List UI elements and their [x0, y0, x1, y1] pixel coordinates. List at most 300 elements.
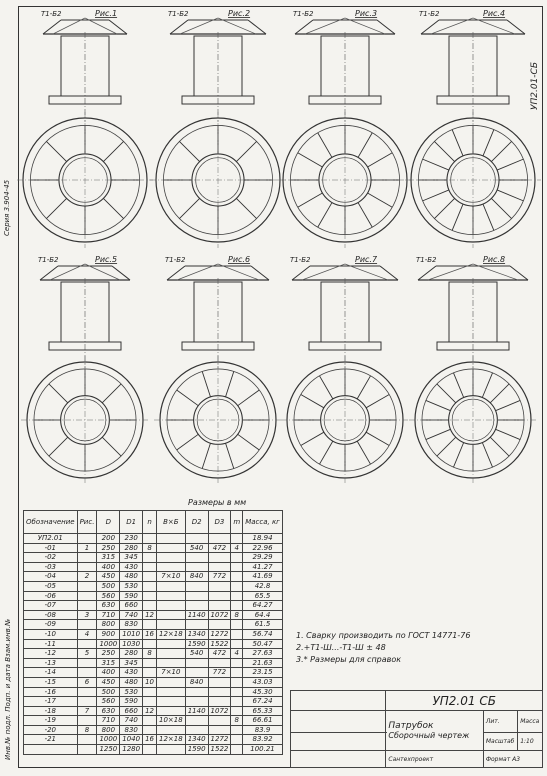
table-cell: 710: [97, 610, 120, 620]
table-cell: [77, 591, 97, 601]
plan-rib: [179, 141, 199, 161]
table-cell: -19: [24, 716, 78, 726]
plan-rib: [452, 204, 463, 230]
plan-rib: [103, 141, 123, 161]
table-cell: 100.21: [243, 745, 283, 755]
table-cell: [185, 581, 208, 591]
plan-rib: [179, 198, 199, 218]
table-header-cell: Масса, кг: [243, 511, 283, 534]
table-cell: [208, 601, 231, 611]
table-cell: 2: [77, 572, 97, 582]
plan-rib: [357, 441, 370, 464]
table-cell: [231, 629, 243, 639]
figure-label: Рис.6: [228, 255, 251, 264]
table-cell: -05: [24, 581, 78, 591]
table-cell: [157, 649, 186, 659]
table-cell: [185, 658, 208, 668]
table-cell: 1000: [97, 639, 120, 649]
table-cell: 4: [77, 629, 97, 639]
plan-rib: [358, 133, 372, 158]
plan-rib: [368, 193, 393, 207]
table-row: [24, 735, 283, 745]
table-cell: 1030: [120, 639, 143, 649]
plan-rib: [366, 432, 389, 445]
table-row: [24, 543, 283, 553]
table-cell: УП2.01: [24, 534, 78, 544]
table-cell: -12: [24, 649, 78, 659]
table-cell: [231, 601, 243, 611]
table-cell: 450: [97, 677, 120, 687]
figure-code: Т1-Б2: [165, 256, 186, 264]
table-cell: [231, 620, 243, 630]
table-cell: 41.69: [243, 572, 283, 582]
table-cell: 660: [120, 601, 143, 611]
table-cell: 590: [120, 591, 143, 601]
table-cell: [157, 677, 186, 687]
plan-rib: [490, 437, 509, 456]
figure-label: Рис.5: [95, 255, 118, 264]
table-cell: [143, 725, 157, 735]
table-cell: 345: [120, 553, 143, 563]
table-cell: [231, 553, 243, 563]
table-cell: 500: [97, 581, 120, 591]
table-cell: [185, 687, 208, 697]
table-cell: [143, 591, 157, 601]
table-cell: 740: [120, 716, 143, 726]
table-cell: [231, 591, 243, 601]
table-cell: 4: [231, 649, 243, 659]
table-cell: [157, 745, 186, 755]
table-cell: 590: [120, 697, 143, 707]
table-cell: [157, 706, 186, 716]
plan-rib: [318, 203, 332, 228]
plan-rib: [452, 130, 463, 156]
plan-rib: [236, 141, 256, 161]
table-cell: [231, 735, 243, 745]
table-cell: 830: [120, 725, 143, 735]
table-cell: 480: [120, 572, 143, 582]
table-cell: -15: [24, 677, 78, 687]
table-cell: [185, 591, 208, 601]
table-cell: [185, 562, 208, 572]
table-cell: [208, 697, 231, 707]
plan-rib: [434, 141, 454, 161]
title-block-code: УП2.01 СБ: [386, 691, 543, 711]
table-row: [24, 725, 283, 735]
plan-rib: [423, 159, 449, 170]
figure-code: Т1-Б2: [293, 10, 314, 18]
plan-rib: [202, 371, 210, 396]
table-cell: [157, 658, 186, 668]
plan-rib: [318, 133, 332, 158]
table-cell: 530: [120, 581, 143, 591]
figure-label: Рис.2: [228, 9, 251, 18]
table-cell: 660: [120, 706, 143, 716]
note-1: 1. Сварку производить по ГОСТ 14771-76: [296, 631, 471, 640]
plan-rib: [496, 429, 521, 439]
table-cell: 1140: [185, 706, 208, 716]
table-cell: 1140: [185, 610, 208, 620]
note-2: 2.+Т1-Ш...-Т1-Ш ± 48: [296, 643, 386, 652]
title-block-scale: 1:10: [518, 733, 543, 751]
table-cell: [208, 677, 231, 687]
table-cell: 1280: [120, 745, 143, 755]
plan-rib: [483, 130, 494, 156]
plan-rib: [177, 434, 199, 450]
plan-rib: [103, 198, 123, 218]
table-header-cell: D3: [208, 511, 231, 534]
series-label: Серия 3.904-45: [3, 179, 11, 236]
table-cell: [185, 601, 208, 611]
figure-code: Т1-Б2: [419, 10, 440, 18]
table-cell: [208, 591, 231, 601]
plan-rib: [482, 443, 492, 468]
plan-rib: [202, 443, 210, 468]
table-cell: 250: [97, 543, 120, 553]
table-cell: [185, 725, 208, 735]
table-cell: 1072: [208, 706, 231, 716]
plan-rib: [177, 390, 199, 406]
table-cell: 8: [231, 716, 243, 726]
plan-rib: [453, 443, 463, 468]
table-cell: -13: [24, 658, 78, 668]
plan-rib: [238, 390, 260, 406]
plan-rib: [483, 204, 494, 230]
table-cell: [143, 601, 157, 611]
table-cell: [208, 534, 231, 544]
table-cell: [185, 668, 208, 678]
table-cell: 16: [143, 735, 157, 745]
plan-rib: [319, 441, 332, 464]
figure-label: Рис.1: [95, 9, 118, 18]
left-strip: Инв.№ подл. Подп. и дата Взам.инв.№: [4, 618, 12, 760]
figure-code: Т1-Б2: [41, 10, 62, 18]
table-cell: [157, 591, 186, 601]
table-cell: -21: [24, 735, 78, 745]
table-cell: [143, 553, 157, 563]
table-cell: 200: [97, 534, 120, 544]
table-header-cell: D1: [120, 511, 143, 534]
table-row: [24, 668, 283, 678]
plan-rib: [46, 198, 66, 218]
table-cell: 772: [208, 572, 231, 582]
table-row: [24, 649, 283, 659]
table-cell: 1522: [208, 745, 231, 755]
table-cell: [185, 553, 208, 563]
table-cell: 18.94: [243, 534, 283, 544]
table-cell: 840: [185, 677, 208, 687]
plan-rib: [366, 394, 389, 407]
table-cell: [143, 668, 157, 678]
plan-rib: [358, 203, 372, 228]
table-header-cell: B×Б: [157, 511, 186, 534]
table-cell: 315: [97, 553, 120, 563]
table-row: [24, 620, 283, 630]
table-cell: [231, 668, 243, 678]
plan-rib: [102, 384, 121, 403]
table-cell: [231, 534, 243, 544]
table-cell: 1340: [185, 629, 208, 639]
plan-rib: [357, 376, 370, 399]
table-cell: -04: [24, 572, 78, 582]
table-cell: [77, 716, 97, 726]
table-cell: [231, 562, 243, 572]
table-cell: [143, 716, 157, 726]
table-row: [24, 687, 283, 697]
table-cell: [157, 725, 186, 735]
plan-rib: [49, 384, 68, 403]
table-cell: -20: [24, 725, 78, 735]
table-cell: 540: [185, 649, 208, 659]
plan-rib: [301, 432, 324, 445]
table-cell: 1010: [120, 629, 143, 639]
table-cell: -16: [24, 687, 78, 697]
table-cell: 560: [97, 591, 120, 601]
plan-rib: [426, 400, 451, 410]
table-cell: 8: [143, 543, 157, 553]
table-header-cell: m: [231, 511, 243, 534]
table-cell: [157, 543, 186, 553]
table-cell: 530: [120, 687, 143, 697]
table-body: [24, 534, 283, 755]
plan-rib: [46, 141, 66, 161]
table-cell: [208, 553, 231, 563]
plan-rib: [437, 384, 456, 403]
table-row: [24, 553, 283, 563]
table-cell: [143, 687, 157, 697]
title-block-scale-label: Масштаб: [483, 733, 517, 751]
table-row: [24, 610, 283, 620]
table-cell: 400: [97, 668, 120, 678]
table-cell: 800: [97, 725, 120, 735]
table-cell: [77, 562, 97, 572]
table-title: Размеры в мм: [188, 498, 247, 507]
table-header-row: [24, 511, 283, 534]
plan-rib: [482, 373, 492, 398]
title-block-doc-type: Сборочный чертеж: [388, 731, 470, 740]
table-cell: 56.74: [243, 629, 283, 639]
table-cell: -09: [24, 620, 78, 630]
table-cell: [208, 716, 231, 726]
table-cell: -03: [24, 562, 78, 572]
table-row: [24, 697, 283, 707]
table-cell: [157, 534, 186, 544]
plan-rib: [238, 434, 260, 450]
title-block: [290, 690, 543, 768]
table-header-cell: Обозначение: [24, 511, 78, 534]
table-row: [24, 562, 283, 572]
table-cell: [77, 658, 97, 668]
table-cell: 6: [77, 677, 97, 687]
table-cell: [143, 639, 157, 649]
plan-rib: [236, 198, 256, 218]
title-block-name: Патрубок: [388, 721, 434, 731]
table-cell: 22.96: [243, 543, 283, 553]
plan-rib: [497, 159, 523, 170]
table-cell: 4: [231, 543, 243, 553]
table-cell: -06: [24, 591, 78, 601]
table-cell: [77, 735, 97, 745]
table-cell: 12×18: [157, 629, 186, 639]
table-cell: 280: [120, 649, 143, 659]
table-cell: [157, 581, 186, 591]
table-cell: [231, 677, 243, 687]
table-cell: [143, 658, 157, 668]
table-cell: [185, 716, 208, 726]
table-cell: -14: [24, 668, 78, 678]
table-row: [24, 581, 283, 591]
table-cell: 7×10: [157, 572, 186, 582]
table-cell: [77, 553, 97, 563]
plan-rib: [298, 193, 323, 207]
plan-rib: [226, 443, 234, 468]
table-cell: 472: [208, 649, 231, 659]
table-cell: [231, 697, 243, 707]
table-cell: [208, 725, 231, 735]
sheet-code-side: УП2.01-СБ: [530, 62, 540, 110]
plan-rib: [423, 190, 449, 201]
title-block-mass: Масса: [518, 711, 543, 733]
table-cell: [143, 562, 157, 572]
table-cell: 23.15: [243, 668, 283, 678]
table-cell: 430: [120, 668, 143, 678]
table-cell: 430: [120, 562, 143, 572]
table-cell: 345: [120, 658, 143, 668]
figure-code: Т1-Б2: [168, 10, 189, 18]
table-cell: [157, 601, 186, 611]
table-cell: 50.47: [243, 639, 283, 649]
table-cell: [77, 697, 97, 707]
table-cell: 3: [77, 610, 97, 620]
table-cell: [77, 620, 97, 630]
table-cell: [157, 697, 186, 707]
table-cell: [185, 534, 208, 544]
table-cell: [157, 562, 186, 572]
table-cell: [185, 697, 208, 707]
table-cell: 8: [77, 725, 97, 735]
table-cell: 250: [97, 649, 120, 659]
table-header-cell: D: [97, 511, 120, 534]
table-cell: -17: [24, 697, 78, 707]
table-cell: 1590: [185, 745, 208, 755]
table-cell: 45.30: [243, 687, 283, 697]
table-cell: 630: [97, 601, 120, 611]
table-cell: 64.4: [243, 610, 283, 620]
table-cell: [231, 725, 243, 735]
plan-rib: [102, 437, 121, 456]
figure-code: Т1-Б2: [416, 256, 437, 264]
table-cell: [208, 581, 231, 591]
table-cell: 61.5: [243, 620, 283, 630]
table-cell: [143, 745, 157, 755]
table-header-cell: n: [143, 511, 157, 534]
plan-rib: [437, 437, 456, 456]
table-cell: 400: [97, 562, 120, 572]
plan-rib: [301, 394, 324, 407]
plan-rib: [49, 437, 68, 456]
table-cell: 29.29: [243, 553, 283, 563]
table-cell: [157, 639, 186, 649]
figure-label: Рис.7: [355, 255, 378, 264]
table-cell: 67.24: [243, 697, 283, 707]
figure-label: Рис.8: [483, 255, 506, 264]
dimensions-table: [23, 510, 283, 755]
table-cell: [157, 620, 186, 630]
frame-strut: [43, 20, 61, 34]
table-cell: 1272: [208, 629, 231, 639]
figure-code: Т1-Б2: [290, 256, 311, 264]
table-cell: 65.5: [243, 591, 283, 601]
table-cell: 800: [97, 620, 120, 630]
table-cell: 230: [120, 534, 143, 544]
table-cell: [77, 534, 97, 544]
table-cell: [77, 581, 97, 591]
notes: [296, 630, 470, 666]
table-cell: [231, 658, 243, 668]
title-block-org: Сантехпроект: [386, 751, 483, 768]
table-cell: [231, 687, 243, 697]
table-cell: 8: [231, 610, 243, 620]
table-cell: [143, 581, 157, 591]
table-cell: [157, 553, 186, 563]
table-row: [24, 601, 283, 611]
table-cell: 65.33: [243, 706, 283, 716]
table-cell: [143, 534, 157, 544]
plan-rib: [434, 198, 454, 218]
table-row: [24, 629, 283, 639]
table-header-cell: Рис.: [77, 511, 97, 534]
table-cell: -01: [24, 543, 78, 553]
plan-rib: [226, 371, 234, 396]
figure-code: Т1-Б2: [38, 256, 59, 264]
table-cell: 1590: [185, 639, 208, 649]
table-cell: -08: [24, 610, 78, 620]
figure-label: Рис.4: [483, 9, 506, 18]
table-cell: 12×18: [157, 735, 186, 745]
table-cell: [231, 745, 243, 755]
table-cell: [24, 745, 78, 755]
table-cell: 710: [97, 716, 120, 726]
table-cell: [143, 572, 157, 582]
table-cell: 540: [185, 543, 208, 553]
table-row: [24, 572, 283, 582]
plan-rib: [453, 373, 463, 398]
plan-rib: [368, 153, 393, 167]
note-3: 3.* Размеры для справок: [296, 655, 402, 664]
table-cell: 10: [143, 677, 157, 687]
table-cell: 1072: [208, 610, 231, 620]
table-cell: 1272: [208, 735, 231, 745]
table-cell: 16: [143, 629, 157, 639]
table-cell: 7×10: [157, 668, 186, 678]
table-cell: 560: [97, 697, 120, 707]
table-cell: [157, 687, 186, 697]
plan-rib: [491, 198, 511, 218]
table-cell: 900: [97, 629, 120, 639]
plan-rib: [490, 384, 509, 403]
table-cell: 1250: [97, 745, 120, 755]
table-cell: [208, 658, 231, 668]
table-cell: 66.61: [243, 716, 283, 726]
plan-rib: [491, 141, 511, 161]
table-cell: [143, 697, 157, 707]
table-cell: 7: [77, 706, 97, 716]
table-cell: -18: [24, 706, 78, 716]
table-cell: [231, 581, 243, 591]
table-cell: 1040: [120, 735, 143, 745]
plan-rib: [298, 153, 323, 167]
table-cell: 472: [208, 543, 231, 553]
